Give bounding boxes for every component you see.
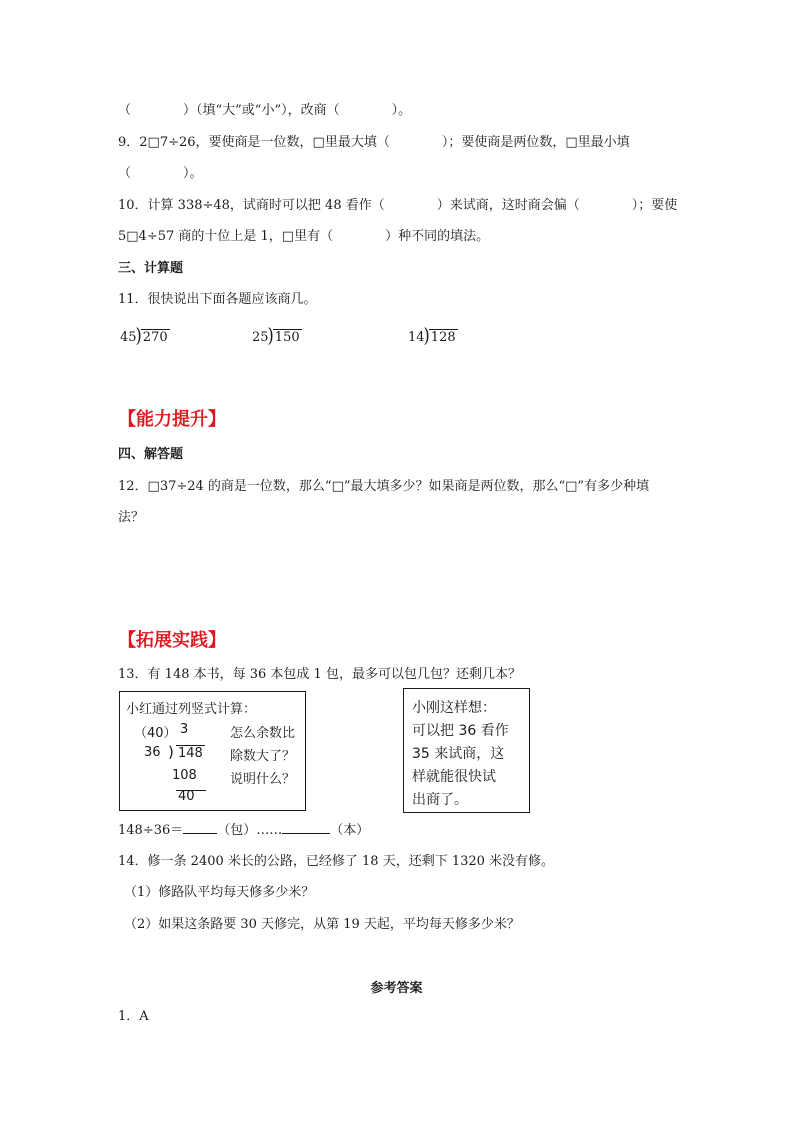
answer-blank-books[interactable] (282, 821, 330, 834)
question-9: 9．2□7÷26，要使商是一位数，□里最大填（ ）；要使商是两位数，□里最小填 (118, 135, 630, 150)
divisor: 45 (120, 330, 137, 345)
dividend: 150 (274, 330, 300, 345)
xiaogang-box (403, 688, 530, 813)
box1-divisor: 36 (144, 745, 161, 760)
expand-heading: 【拓展实践】 (118, 630, 226, 651)
box1-product: 108 (172, 768, 197, 783)
question-14: 14．修一条 2400 米长的公路，已经修了 18 天，还剩下 1320 米没有修。 (118, 854, 555, 869)
box1-title: 小红通过列竖式计算： (126, 702, 257, 717)
question-12: 12．□37÷24 的商是一位数，那么“□”最大填多少？如果商是两位数，那么“□”有多少种填 (118, 479, 650, 494)
box1-bracket: ) (168, 743, 174, 761)
answer-1: 1．A (118, 1009, 149, 1024)
box2-line-2: 可以把 36 看作 (412, 723, 509, 739)
dividend: 128 (430, 330, 456, 345)
xiaohong-box (119, 691, 306, 811)
question-10-continuation: 5□4÷57 商的十位上是 1，□里有（ ）种不同的填法。 (118, 229, 490, 244)
answer-prefix: 148÷36＝ (118, 823, 184, 838)
box2-line-1: 小刚这样想： (412, 700, 496, 716)
question-10: 10．计算 338÷48，试商时可以把 48 看作（ ）来试商，这时商会偏（ ）；要使 (118, 198, 678, 213)
answers-heading: 参考答案 (370, 981, 423, 996)
box1-remainder: 40 (178, 789, 195, 804)
section-4-heading: 四、解答题 (118, 447, 184, 462)
long-division-2: 25)150 (252, 324, 300, 347)
dividend: 270 (142, 330, 168, 345)
question-13-answer (118, 821, 369, 840)
box1-estimate: （40） (134, 726, 177, 741)
answer-blank-packs[interactable] (183, 821, 217, 834)
box1-quotient: 3 (180, 722, 189, 737)
question-8-continuation: （ ）（填“大”或“小”），改商（ ）。 (118, 103, 412, 118)
long-division-3: 14)128 (408, 324, 456, 347)
section-3-heading: 三、计算题 (118, 261, 184, 276)
divisor: 25 (252, 330, 269, 345)
question-14-part-2: （2）如果这条路要 30 天修完，从第 19 天起，平均每天修多少米？ (124, 917, 520, 932)
question-13: 13．有 148 本书，每 36 本包成 1 包，最多可以包几包？还剩几本？ (118, 667, 521, 682)
box1-note-1: 怎么余数比 (230, 726, 296, 741)
answer-unit-books: （本） (330, 823, 370, 838)
question-11: 11．很快说出下面各题应该商几。 (118, 292, 317, 307)
ability-heading: 【能力提升】 (118, 409, 226, 430)
box1-note-3: 说明什么？ (230, 772, 296, 787)
box2-line-5: 出商了。 (412, 792, 468, 808)
long-division-1: 45)270 (120, 324, 168, 347)
question-12-continuation: 法？ (118, 510, 145, 525)
box2-line-4: 样就能很快试 (412, 769, 496, 785)
answer-unit-packs: （包）…… (217, 823, 283, 838)
question-9-continuation: （ ）。 (118, 166, 203, 181)
divisor: 14 (408, 330, 425, 345)
box1-note-2: 除数大了？ (230, 749, 296, 764)
box2-line-3: 35 来试商，这 (412, 746, 505, 762)
box1-dividend: 148 (178, 746, 203, 761)
question-14-part-1: （1）修路队平均每天修多少米？ (124, 885, 315, 900)
